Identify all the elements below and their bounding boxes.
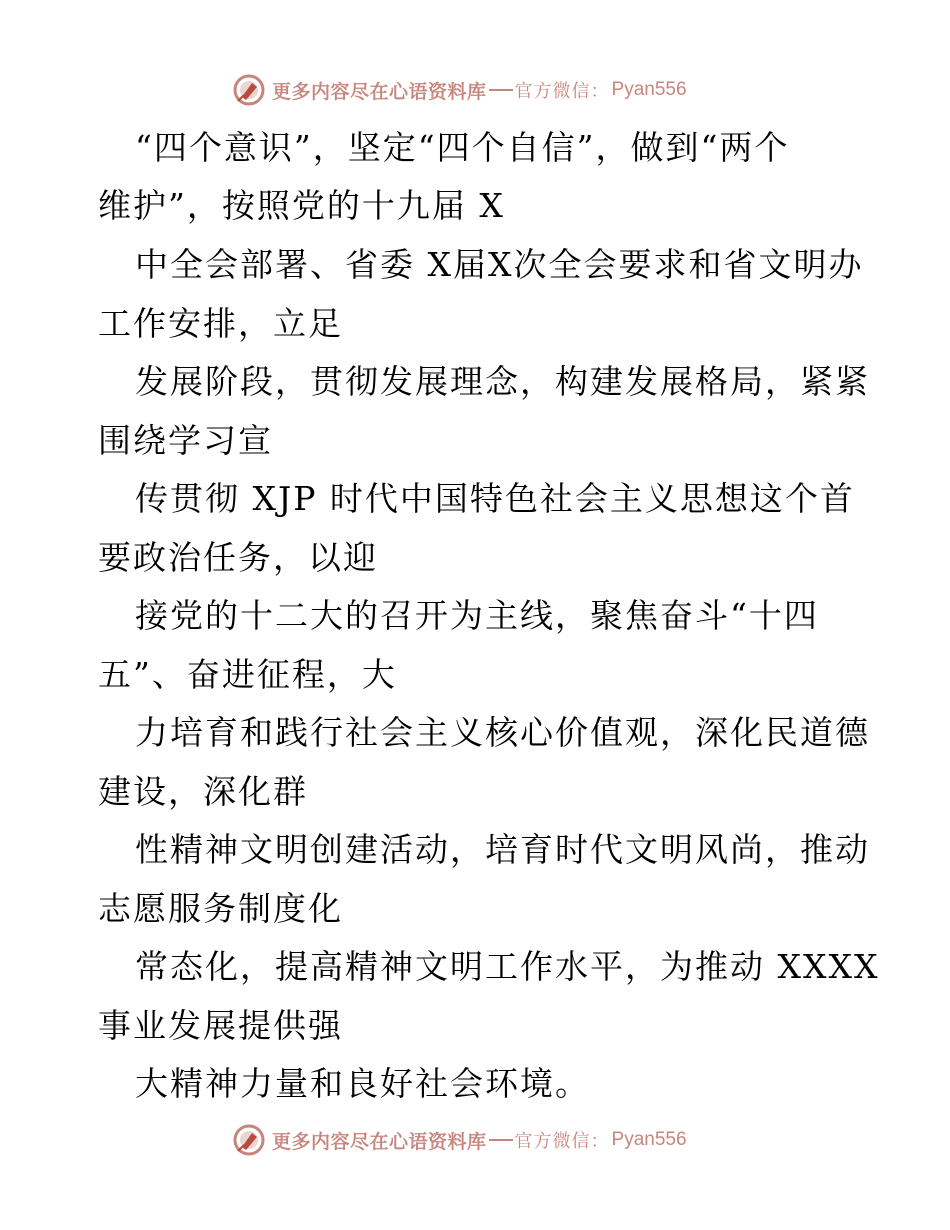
watermark-official-text: 官方微信： bbox=[514, 81, 610, 102]
pen-nib-logo-icon bbox=[232, 1123, 266, 1157]
watermark-official-text: 官方微信： bbox=[514, 1131, 610, 1152]
body-line: 传贯彻 XJP 时代中国特色社会主义思想这个首 bbox=[135, 479, 855, 518]
body-line: 五”、奋进征程，大 bbox=[98, 655, 397, 694]
body-line: 大精神力量和良好社会环境。 bbox=[135, 1064, 590, 1103]
body-line: 要政治任务，以迎 bbox=[98, 538, 378, 577]
body-line: 常态化，提高精神文明工作水平，为推动 XXXX bbox=[135, 947, 880, 986]
body-line: 接党的十二大的召开为主线，聚焦奋斗“十四 bbox=[135, 596, 819, 635]
body-line: 中全会部署、省委 X届X次全会要求和省文明办 bbox=[135, 245, 864, 284]
pen-nib-logo-icon bbox=[232, 73, 266, 107]
body-line: 志愿服务制度化 bbox=[98, 889, 343, 928]
body-line: 工作安排，立足 bbox=[98, 304, 343, 343]
watermark-handle: Pyan556 bbox=[611, 1129, 687, 1150]
watermark-dash bbox=[489, 89, 513, 91]
body-line: 建设，深化群 bbox=[98, 772, 308, 811]
body-line: 发展阶段，贯彻发展理念，构建发展格局，紧紧 bbox=[135, 362, 870, 401]
body-line: 维护”，按照党的十九届 X bbox=[98, 186, 505, 225]
body-line: 力培育和践行社会主义核心价值观，深化民道德 bbox=[135, 713, 870, 752]
body-line: “四个意识”，坚定“四个自信”，做到“两个 bbox=[135, 128, 790, 167]
body-line: 事业发展提供强 bbox=[98, 1006, 343, 1045]
body-line: 围绕学习宣 bbox=[98, 421, 273, 460]
watermark-brand-text: 更多内容尽在心语资料库 bbox=[272, 1130, 487, 1153]
watermark-brand-text: 更多内容尽在心语资料库 bbox=[272, 80, 487, 103]
header-watermark bbox=[232, 72, 687, 108]
body-line: 性精神文明创建活动，培育时代文明风尚，推动 bbox=[135, 830, 870, 869]
watermark-handle: Pyan556 bbox=[611, 79, 687, 100]
watermark-dash bbox=[489, 1139, 513, 1141]
footer-watermark bbox=[232, 1122, 687, 1158]
